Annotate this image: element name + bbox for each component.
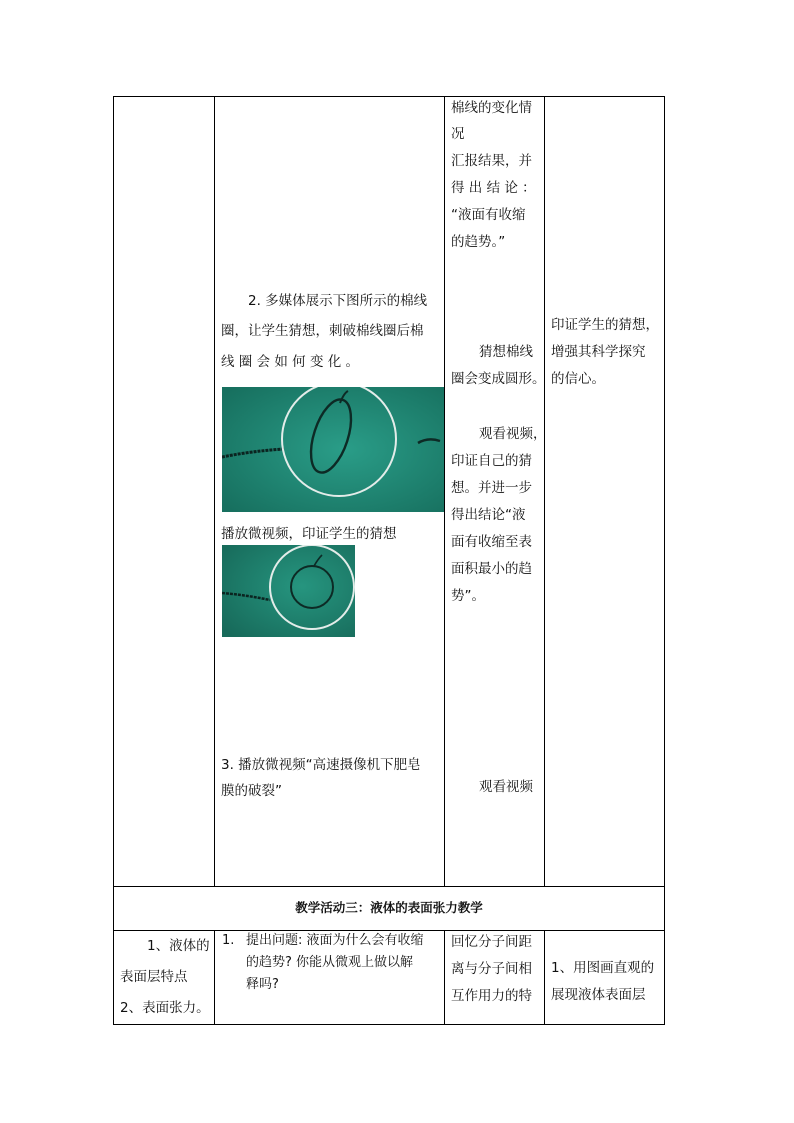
teacher-activity-line: 2. 多媒体展示下图所示的棉线	[248, 293, 428, 309]
student-guess-line: 猜想棉线	[479, 344, 533, 360]
question-line: 释吗?	[246, 977, 279, 992]
student-watch-line: 得出结论“液	[451, 507, 526, 523]
col-divider-3-lower	[544, 930, 545, 1025]
student-activity-line: 汇报结果，并	[451, 153, 532, 169]
table-border-left	[113, 96, 114, 1025]
section-title: 教学活动三：液体的表面张力教学	[295, 900, 483, 915]
student-watch-line: 面积最小的趋	[451, 561, 532, 577]
student-activity-line: 棉线的变化情	[451, 100, 532, 116]
cotton-loop-photo-large	[222, 387, 444, 512]
student-watch-line: 势”。	[451, 588, 485, 604]
col-divider-1-upper	[214, 96, 215, 886]
video-caption: 播放微视频，印证学生的猜想	[221, 526, 397, 542]
student-recall-line: 回忆分子间距	[451, 934, 532, 950]
student-watch-line: 想。并进一步	[451, 480, 532, 496]
student-activity-line: 况	[451, 126, 465, 142]
knowledge-point-line: 1、液体的	[147, 938, 210, 954]
list-number: 1.	[222, 933, 235, 948]
knowledge-point-line: 2、表面张力。	[120, 1000, 210, 1016]
student-watch-line: 印证自己的猜	[451, 453, 532, 469]
table-border-top	[113, 96, 665, 97]
student-watch-line: 观看视频	[479, 779, 533, 795]
question-line: 提出问题: 液面为什么会有收缩	[246, 933, 424, 948]
student-recall-line: 互作用力的特	[451, 988, 532, 1004]
design-purpose-line: 增强其科学探究	[551, 344, 646, 360]
table-row-divider-1	[113, 886, 665, 887]
student-activity-line: “液面有收缩	[451, 207, 526, 223]
student-watch-line: 观看视频，	[479, 426, 547, 442]
design-purpose-line: 1、用图画直观的	[551, 960, 655, 976]
cotton-loop-photo-small	[222, 545, 355, 637]
student-activity-line: 的趋势。”	[451, 234, 506, 250]
teacher-activity-line: 线 圈 会 如 何 变 化 。	[221, 354, 360, 370]
col-divider-1-lower	[214, 930, 215, 1025]
table-border-right	[664, 96, 665, 1025]
table-border-bottom	[113, 1024, 665, 1025]
teacher-activity-line: 圈，让学生猜想，刺破棉线圈后棉	[221, 323, 424, 339]
teacher-activity-line: 膜的破裂”	[221, 783, 282, 799]
student-activity-line: 得 出 结 论 ：	[451, 180, 536, 196]
teacher-activity-line: 3. 播放微视频“高速摄像机下肥皂	[221, 757, 421, 773]
col-divider-3-upper	[544, 96, 545, 886]
col-divider-2-lower	[444, 930, 445, 1025]
design-purpose-line: 的信心。	[551, 371, 605, 387]
student-guess-line: 圈会变成圆形。	[451, 371, 546, 387]
design-purpose-line: 印证学生的猜想，	[551, 317, 659, 333]
knowledge-point-line: 表面层特点	[120, 969, 188, 985]
question-line: 的趋势? 你能从微观上做以解	[246, 955, 414, 970]
student-watch-line: 面有收缩至表	[451, 534, 532, 550]
col-divider-2-upper	[444, 96, 445, 886]
student-recall-line: 离与分子间相	[451, 961, 532, 977]
design-purpose-line: 展现液体表面层	[551, 987, 646, 1003]
